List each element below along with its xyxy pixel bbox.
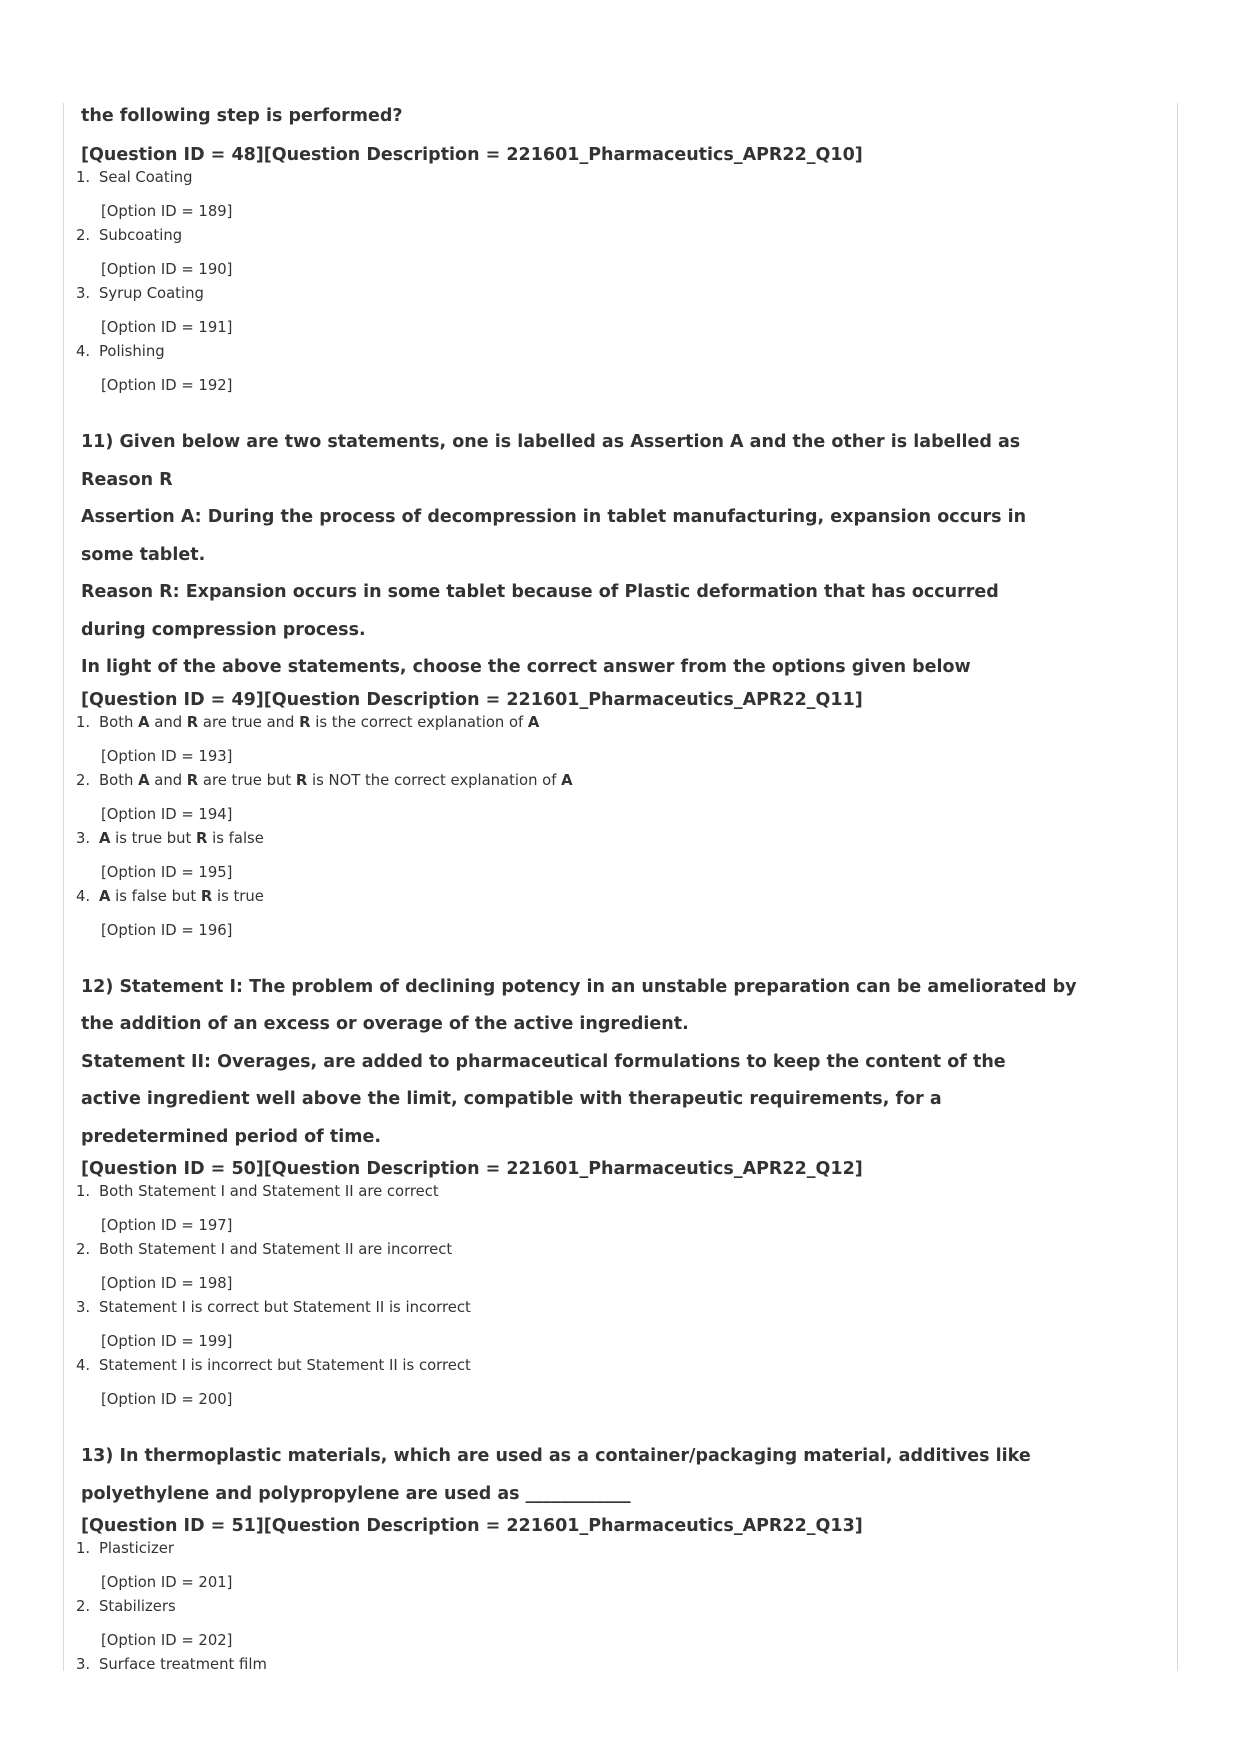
option-row bbox=[72, 1539, 1162, 1561]
option-item bbox=[72, 1539, 1162, 1593]
option-list bbox=[72, 1182, 1162, 1410]
option-item bbox=[72, 771, 1162, 825]
option-row bbox=[72, 168, 1162, 190]
option-id: [Option ID = 193] bbox=[101, 747, 233, 765]
option-text: Syrup Coating bbox=[99, 285, 204, 302]
option-number: 3. bbox=[76, 1299, 91, 1316]
option-id: [Option ID = 200] bbox=[101, 1391, 233, 1408]
option-row bbox=[72, 284, 1162, 306]
option-id: [Option ID = 194] bbox=[101, 805, 233, 823]
option-number: 3. bbox=[76, 829, 91, 847]
question-paper-content bbox=[72, 102, 1162, 1677]
option-number: 3. bbox=[76, 1656, 91, 1673]
option-row bbox=[72, 1356, 1162, 1378]
option-item bbox=[72, 1240, 1162, 1294]
option-item bbox=[72, 887, 1162, 941]
page-border-right bbox=[1177, 103, 1178, 1671]
option-text: Subcoating bbox=[99, 227, 183, 244]
option-id: [Option ID = 192] bbox=[101, 377, 233, 394]
option-text-fragment: is true but bbox=[110, 829, 197, 847]
question-text: 12) Statement I: The problem of declining potency in an unstable preparation can be ameliorated by bbox=[81, 976, 1077, 997]
question-text: In light of the above statements, choose the correct answer from the options given below bbox=[81, 657, 971, 677]
option-item bbox=[72, 342, 1162, 396]
option-text-fragment: and bbox=[149, 713, 187, 731]
option-item bbox=[72, 1597, 1162, 1651]
option-id: [Option ID = 191] bbox=[101, 319, 233, 336]
option-row bbox=[72, 887, 1162, 909]
option-text: Both Statement I and Statement II are correct bbox=[99, 1183, 439, 1200]
question-id-line: [Question ID = 49][Question Description = 221601_Pharmaceutics_APR22_Q11] bbox=[81, 689, 863, 710]
page-border-left bbox=[63, 103, 64, 1671]
option-text-fragment: Both bbox=[99, 713, 139, 731]
option-text: Polishing bbox=[99, 343, 165, 360]
question-text: 11) Given below are two statements, one is labelled as Assertion A and the other is labelled as bbox=[81, 432, 1021, 452]
option-row bbox=[72, 226, 1162, 248]
option-id: [Option ID = 195] bbox=[101, 863, 233, 881]
option-row bbox=[72, 1298, 1162, 1320]
option-text-bold: R bbox=[295, 771, 308, 789]
option-text-bold: R bbox=[186, 713, 199, 731]
option-item bbox=[72, 1182, 1162, 1236]
option-row bbox=[72, 1240, 1162, 1262]
option-text-fragment: are true and bbox=[198, 713, 300, 731]
option-row bbox=[72, 342, 1162, 364]
option-number: 1. bbox=[76, 1540, 91, 1557]
option-number: 1. bbox=[76, 1183, 91, 1200]
question-10 bbox=[72, 102, 1162, 396]
option-row bbox=[72, 829, 1162, 851]
option-id: [Option ID = 189] bbox=[101, 203, 233, 220]
option-text-fragment: is true bbox=[212, 887, 264, 905]
option-id: [Option ID = 190] bbox=[101, 261, 233, 278]
option-text-bold: A bbox=[99, 887, 111, 905]
option-list bbox=[72, 713, 1162, 941]
option-row bbox=[72, 1597, 1162, 1619]
option-item bbox=[72, 713, 1162, 767]
option-number: 4. bbox=[76, 343, 91, 360]
option-text: Statement I is correct but Statement II is incorrect bbox=[99, 1299, 471, 1316]
question-id-line: [Question ID = 50][Question Description = 221601_Pharmaceutics_APR22_Q12] bbox=[81, 1159, 863, 1179]
option-id: [Option ID = 201] bbox=[101, 1574, 233, 1591]
option-text-fragment: is false but bbox=[110, 887, 201, 905]
option-text-fragment: is false bbox=[207, 829, 264, 847]
option-number: 4. bbox=[76, 887, 91, 905]
option-row bbox=[72, 1182, 1162, 1204]
option-text: Seal Coating bbox=[99, 169, 193, 186]
option-text bbox=[99, 714, 539, 731]
option-text-fragment: are true but bbox=[198, 771, 296, 789]
question-text: 13) In thermoplastic materials, which are used as a container/packaging material, additives like bbox=[81, 1446, 1031, 1466]
option-item bbox=[72, 1356, 1162, 1410]
question-text: during compression process. bbox=[81, 619, 366, 640]
question-text: the following step is performed? bbox=[81, 106, 403, 126]
question-id-line: [Question ID = 48][Question Description = 221601_Pharmaceutics_APR22_Q10] bbox=[81, 145, 863, 165]
option-list bbox=[72, 1539, 1162, 1677]
option-text-fragment: and bbox=[149, 771, 187, 789]
option-id: [Option ID = 202] bbox=[101, 1632, 233, 1649]
option-item bbox=[72, 284, 1162, 338]
option-item bbox=[72, 829, 1162, 883]
option-row bbox=[72, 771, 1162, 793]
option-item bbox=[72, 168, 1162, 222]
question-12 bbox=[72, 969, 1162, 1411]
option-item bbox=[72, 226, 1162, 280]
option-text-bold: R bbox=[186, 771, 199, 789]
option-id: [Option ID = 197] bbox=[101, 1217, 233, 1234]
option-text: Surface treatment film bbox=[99, 1656, 267, 1673]
option-text-bold: A bbox=[138, 713, 150, 731]
option-text: Statement I is incorrect but Statement II is correct bbox=[99, 1357, 471, 1374]
option-text-fragment: is NOT the correct explanation of bbox=[307, 771, 562, 789]
option-number: 1. bbox=[76, 169, 91, 186]
option-id: [Option ID = 198] bbox=[101, 1275, 233, 1292]
option-text-bold: A bbox=[138, 771, 150, 789]
question-11 bbox=[72, 424, 1162, 941]
question-text: polyethylene and polypropylene are used as ____________ bbox=[81, 1483, 631, 1504]
question-text: Statement II: Overages, are added to pharmaceutical formulations to keep the content of the bbox=[81, 1051, 1006, 1072]
option-list bbox=[72, 168, 1162, 396]
option-row bbox=[72, 1655, 1162, 1677]
question-id-line: [Question ID = 51][Question Description = 221601_Pharmaceutics_APR22_Q13] bbox=[81, 1516, 863, 1536]
option-number: 2. bbox=[76, 771, 91, 789]
option-text-bold: R bbox=[299, 713, 311, 731]
option-text: Plasticizer bbox=[99, 1540, 174, 1557]
option-text-bold: R bbox=[196, 829, 208, 847]
option-number: 3. bbox=[76, 285, 91, 302]
question-text: Assertion A: During the process of decompression in tablet manufacturing, expansion occurs in bbox=[81, 507, 1027, 527]
option-number: 2. bbox=[76, 227, 91, 244]
option-id: [Option ID = 196] bbox=[101, 921, 233, 939]
option-row bbox=[72, 713, 1162, 735]
question-text: active ingredient well above the limit, compatible with therapeutic requirements, for a bbox=[81, 1089, 942, 1109]
question-text: Reason R bbox=[81, 469, 173, 490]
option-item bbox=[72, 1298, 1162, 1352]
option-number: 2. bbox=[76, 1241, 91, 1258]
option-text: Both Statement I and Statement II are incorrect bbox=[99, 1241, 453, 1258]
option-number: 2. bbox=[76, 1598, 91, 1615]
option-number: 4. bbox=[76, 1357, 91, 1374]
option-text-fragment: is the correct explanation of bbox=[310, 713, 528, 731]
option-text bbox=[99, 772, 573, 789]
question-text: some tablet. bbox=[81, 544, 206, 565]
option-text: Stabilizers bbox=[99, 1598, 176, 1615]
question-text: Reason R: Expansion occurs in some tablet because of Plastic deformation that has occurred bbox=[81, 582, 999, 602]
question-13 bbox=[72, 1438, 1162, 1677]
option-text-fragment: Both bbox=[99, 771, 139, 789]
question-text: predetermined period of time. bbox=[81, 1126, 381, 1147]
option-text-bold: R bbox=[200, 887, 213, 905]
question-text: the addition of an excess or overage of the active ingredient. bbox=[81, 1014, 689, 1034]
option-text bbox=[99, 888, 264, 905]
option-text-bold: A bbox=[561, 771, 573, 789]
option-item bbox=[72, 1655, 1162, 1677]
option-id: [Option ID = 199] bbox=[101, 1333, 233, 1350]
option-number: 1. bbox=[76, 713, 91, 731]
option-text-bold: A bbox=[527, 713, 540, 731]
option-text bbox=[99, 830, 264, 847]
option-text-bold: A bbox=[99, 829, 111, 847]
